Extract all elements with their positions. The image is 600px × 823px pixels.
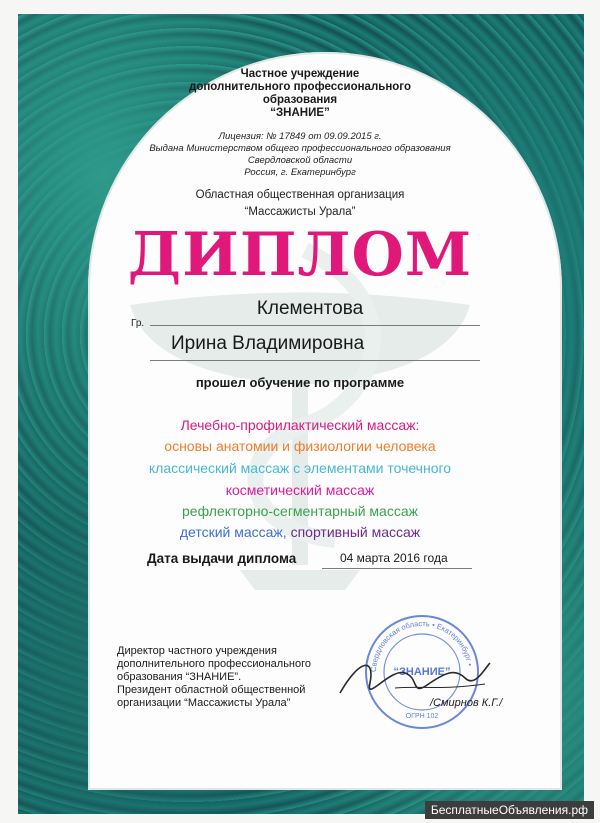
- license-line: Лицензия: № 17849 от 09.09.2015 г.: [218, 131, 382, 142]
- course-line-combined: [0, 524, 600, 541]
- stamp-bottom-text: ОГРН 102: [405, 713, 439, 720]
- course-line: косметический массаж: [225, 482, 375, 498]
- program-intro: прошел обучение по программе: [195, 375, 405, 390]
- surname-rule: [150, 325, 480, 326]
- recipient-surname: Клементова: [256, 298, 364, 319]
- course-line: рефлекторно-сегментарный массаж: [182, 503, 418, 519]
- issue-date-label: Дата выдачи диплома: [147, 551, 297, 566]
- given-names-rule: [150, 360, 480, 361]
- signatory-title-line: дополнительного профессионального: [117, 658, 312, 670]
- license-line: Россия, г. Екатеринбург: [244, 167, 356, 178]
- recipient-prefix: Гр.: [131, 318, 145, 329]
- signatory-title-line: Президент областной общественной: [117, 684, 306, 696]
- stamp-center-text: “ЗНАНИЕ”: [393, 666, 451, 678]
- issue-date-rule: [322, 568, 472, 569]
- course-line: классический массаж с элементами точечного: [148, 460, 452, 476]
- signatory-title-line: образования “ЗНАНИЕ”.: [117, 671, 242, 683]
- organization-name: “Массажисты Урала”: [244, 206, 356, 218]
- course-children-massage: детский массаж,: [179, 524, 287, 540]
- course-line: основы анатомии и физиологии человека: [164, 438, 436, 454]
- signatory-title-line: Директор частного учреждения: [117, 645, 277, 657]
- issue-date-value: 04 марта 2016 года: [340, 551, 448, 565]
- organization-line: Областная общественная организация: [195, 189, 405, 201]
- stamp-ring-text: Свердловская область • Екатеринбург •: [368, 618, 475, 673]
- diploma-title: ДИПЛОМ: [127, 220, 473, 290]
- recipient-given-names: Ирина Владимировна: [171, 333, 365, 354]
- institution-line: дополнительного профессионального: [189, 81, 411, 93]
- course-line: Лечебно-профилактический массаж:: [180, 417, 420, 433]
- institution-line: Частное учреждение: [240, 68, 360, 80]
- signatory-name: /Смирнов К.Г./: [430, 697, 503, 709]
- course-sports-massage: спортивный массаж: [286, 524, 421, 540]
- institution-name: “ЗНАНИЕ”: [270, 107, 330, 119]
- license-line: Выдана Министерством общего профессионального образования: [149, 143, 451, 154]
- institution-line: образования: [262, 94, 338, 106]
- license-line: Свердловской области: [247, 155, 353, 166]
- signatory-title-line: организации “Массажисты Урала”: [117, 697, 291, 709]
- site-watermark: БесплатныеОбъявления.рф: [425, 801, 594, 819]
